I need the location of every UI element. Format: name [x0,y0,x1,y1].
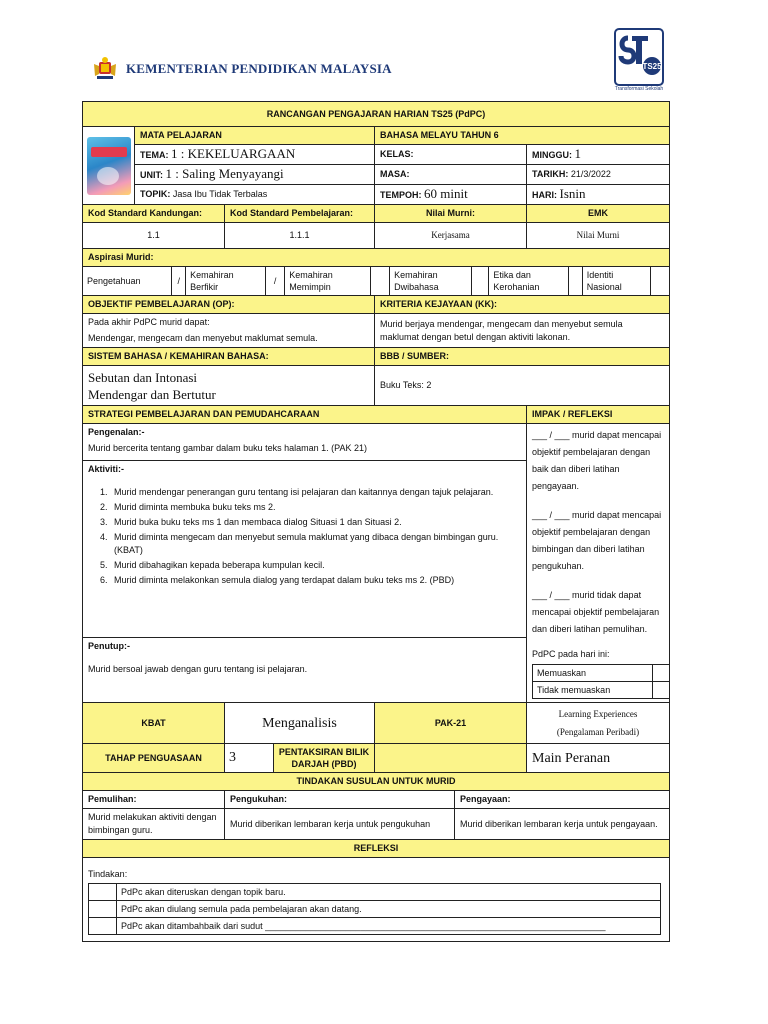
tidak-memuaskan-label: Tidak memuaskan [533,682,653,699]
sistem-bahasa-value[interactable] [83,366,375,406]
pak21-line: Learning Experiences [558,709,638,719]
aktiviti-item: 4. Murid diminta mengecam dan menyebut semula maklumat yang dibaca dengan bimbingan guru. (KBAT) [110,531,521,557]
pengayaan-label: Pengayaan: [455,791,670,809]
tindakan-item: PdPc akan ditambahbaik dari sudut ____________________________________________________________________ [117,918,661,935]
aspirasi-mark[interactable] [370,267,389,295]
pengukuhan-label: Pengukuhan: [225,791,455,809]
tarikh-cell: TARIKH: 21/3/2022 [527,165,670,185]
aspirasi-label: Aspirasi Murid: [83,249,670,267]
masa-cell: MASA: [375,165,527,185]
pak21-label: PAK-21 [375,703,527,744]
memuaskan-checkbox[interactable] [653,665,670,682]
emk-label: EMK [527,205,670,223]
form-title: RANCANGAN PENGAJARAN HARIAN TS25 (PdPC) [83,102,670,127]
tema-value[interactable]: 1 : KEKELUARGAAN [171,146,296,161]
page-header [0,0,768,100]
lesson-plan-form [82,101,670,942]
tempoh-value[interactable]: 60 minit [424,186,468,201]
tindakan-label: Tindakan: [88,869,128,879]
aspirasi-mark[interactable] [472,267,489,295]
impak-label: IMPAK / REFLEKSI [527,406,670,424]
impak-line[interactable]: ___ / ___ murid dapat mencapai objektif pembelajaran dengan bimbingan dan diberi latihan pengukuhan. [532,510,662,571]
refleksi-label: REFLEKSI [83,840,670,858]
strategi-label: STRATEGI PEMBELAJARAN DAN PEMUDAHCARAAN [83,406,527,424]
aktiviti-item: 2. Murid diminta membuka buku teks ms 2. [110,501,521,514]
penutup-section[interactable] [83,638,526,686]
mata-pelajaran-label: MATA PELAJARAN [135,127,375,145]
tindakan-checkbox[interactable] [89,918,117,935]
pengenalan-section[interactable] [83,424,526,461]
impak-content [527,424,670,703]
refleksi-content [83,858,670,942]
unit-value[interactable]: 1 : Saling Menyayangi [165,166,284,181]
tindakan-table [88,883,661,935]
aspirasi-item: Identiti Nasional [582,267,650,295]
svg-text:TS25: TS25 [642,62,662,71]
aspirasi-mark[interactable] [651,267,669,295]
memuaskan-label: Memuaskan [533,665,653,682]
aspirasi-item: Etika dan Kerohanian [489,267,569,295]
aktiviti-item: 6. Murid diminta melakonkan semula dialog yang terdapat dalam buku teks ms 2. (PBD) [110,574,521,587]
aktiviti-item: 1. Murid mendengar penerangan guru tentang isi pelajaran dan kaitannya dengan tajuk pelajaran. [110,486,521,499]
kbat-value[interactable]: Menganalisis [225,703,375,744]
kriteria-text[interactable]: Murid berjaya mendengar, mengecam dan menyebut semula maklumat dengan betul dengan aktiviti lakonan. [375,314,670,348]
pengenalan-text: Murid bercerita tentang gambar dalam buku teks halaman 1. (PAK 21) [88,443,367,453]
topik-value[interactable]: Jasa Ibu Tidak Terbalas [172,189,268,199]
impak-line[interactable]: ___ / ___ murid tidak dapat mencapai objektif pembelajaran dan diberi latihan pemulihan. [532,590,660,634]
objektif-label: OBJEKTIF PEMBELAJARAN (OP): [83,296,375,314]
pengenalan-label: Pengenalan:- [88,427,145,437]
kod-pembelajaran-label: Kod Standard Pembelajaran: [225,205,375,223]
tempoh-cell: TEMPOH: 60 minit [375,185,527,205]
aspirasi-grid [83,267,670,296]
pak21-value[interactable] [527,703,670,744]
hari-value[interactable]: Isnin [559,186,586,201]
tindakan-susulan-label: TINDAKAN SUSULAN UNTUK MURID [83,773,670,791]
bbb-value[interactable]: Buku Teks: 2 [375,366,670,406]
aspirasi-item: Kemahiran Memimpin [285,267,371,295]
aspirasi-mark[interactable] [569,267,583,295]
aspirasi-mark[interactable]: / [265,267,284,295]
sistem-bahasa-line: Mendengar dan Bertutur [88,386,216,402]
pdpc-rating-table [532,664,670,699]
aspirasi-item: Kemahiran Berfikir [186,267,266,295]
tindakan-checkbox[interactable] [89,901,117,918]
tarikh-value[interactable]: 21/3/2022 [570,169,611,179]
kod-kandungan-label: Kod Standard Kandungan: [83,205,225,223]
ministry-name: KEMENTERIAN PENDIDIKAN MALAYSIA [126,61,392,76]
nilai-murni-value[interactable]: Kerjasama [375,223,527,249]
sistem-bahasa-line: Sebutan dan Intonasi [88,369,198,385]
strategi-content [83,424,527,703]
objektif-line: Pada akhir PdPC murid dapat: [88,317,210,327]
penutup-label: Penutup:- [88,641,130,651]
aktiviti-label: Aktiviti:- [88,464,124,474]
penutup-text: Murid bersoal jawab dengan guru tentang isi pelajaran. [88,664,308,674]
minggu-value[interactable]: 1 [574,146,582,161]
kod-pembelajaran-value[interactable]: 1.1.1 [225,223,375,249]
ts25-logo-caption: Transformasi Sekolah [614,86,664,92]
tidak-memuaskan-checkbox[interactable] [653,682,670,699]
malaysia-crest-icon [92,56,118,80]
pak21-line: (Pengalaman Peribadi) [556,727,640,737]
impak-line[interactable]: ___ / ___ murid dapat mencapai objektif pembelajaran dengan baik dan diberi latihan pengayaan. [532,430,662,491]
kod-kandungan-value[interactable]: 1.1 [83,223,225,249]
tindakan-item: PdPc akan diteruskan dengan topik baru. [117,884,661,901]
aktiviti-item: 3. Murid buka buku teks ms 1 dan membaca dialog Situasi 1 dan Situasi 2. [110,516,521,529]
aspirasi-item: Kemahiran Dwibahasa [390,267,472,295]
kriteria-label: KRITERIA KEJAYAAN (KK): [375,296,670,314]
objektif-text[interactable] [83,314,375,348]
textbook-cover-image [87,137,131,195]
aktiviti-list [88,486,521,587]
pemulihan-text[interactable]: Murid melakukan aktiviti dengan bimbingan guru. [83,809,225,840]
tindakan-checkbox[interactable] [89,884,117,901]
pengayaan-text[interactable]: Murid diberikan lembaran kerja untuk pengayaan. [455,809,670,840]
hari-cell: HARI: Isnin [527,185,670,205]
bbb-label: BBB / SUMBER: [375,348,670,366]
nilai-murni-label: Nilai Murni: [375,205,527,223]
ts25-logo-icon [614,28,664,86]
tindakan-item: PdPc akan diulang semula pada pembelajaran akan datang. [117,901,661,918]
aktiviti-section[interactable] [83,461,526,638]
aspirasi-table [83,267,669,295]
kelas-cell: KELAS: [375,145,527,165]
aspirasi-mark[interactable]: / [172,267,186,295]
pengukuhan-text[interactable]: Murid diberikan lembaran kerja untuk pengukuhan [225,809,455,840]
aktiviti-item: 5. Murid dibahagikan kepada beberapa kumpulan kecil. [110,559,521,572]
pemulihan-label: Pemulihan: [83,791,225,809]
emk-value[interactable]: Nilai Murni [527,223,670,249]
pbd-label-spacer [375,744,527,773]
textbook-cover [83,127,135,205]
tahap-penguasaan-label: TAHAP PENGUASAAN [83,744,225,773]
topik-cell: TOPIK: Jasa Ibu Tidak Terbalas [135,185,375,205]
objektif-line: Mendengar, mengecam dan menyebut maklumat semula. [88,333,318,343]
sistem-bahasa-label: SISTEM BAHASA / KEMAHIRAN BAHASA: [83,348,375,366]
aspirasi-item: Pengetahuan [83,267,172,295]
tahap-row [225,744,375,773]
unit-cell: UNIT: 1 : Saling Menyayangi [135,165,375,185]
pdpc-hari-ini-label: PdPC pada hari ini: [532,649,610,659]
pbd-label: PENTAKSIRAN BILIK DARJAH (PBD) [274,744,375,772]
tema-cell: TEMA: 1 : KEKELUARGAAN [135,145,375,165]
minggu-cell: MINGGU: 1 [527,145,670,165]
subject-value: BAHASA MELAYU TAHUN 6 [375,127,670,145]
pbd-value[interactable]: Main Peranan [527,744,670,773]
kbat-label: KBAT [83,703,225,744]
tahap-penguasaan-value[interactable]: 3 [225,744,274,772]
